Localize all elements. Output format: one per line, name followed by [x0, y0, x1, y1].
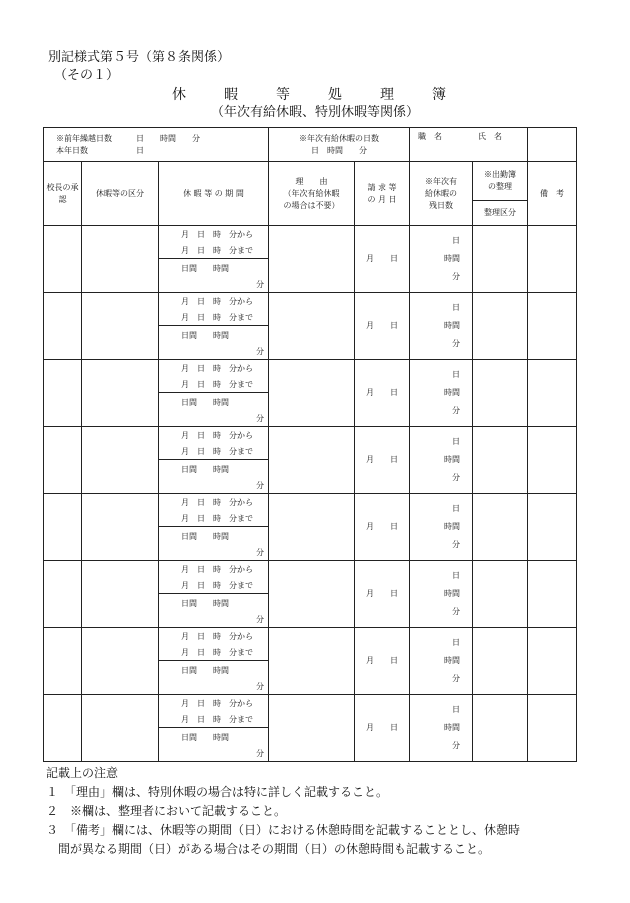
- request-date-units: 月 日: [366, 455, 399, 464]
- leave-type-cell[interactable]: [82, 293, 159, 360]
- request-date-cell[interactable]: [355, 628, 410, 695]
- period-minutes: 分: [256, 481, 265, 490]
- remaining-leave-cell[interactable]: [410, 494, 473, 561]
- period-cell[interactable]: [159, 561, 269, 628]
- period-days-hours: 日間 時間: [181, 599, 229, 608]
- note-item: 間が異なる期間（日）がある場合はその期間（日）の休憩時間も記載すること。: [46, 842, 491, 856]
- period-cell[interactable]: [159, 628, 269, 695]
- page-subtitle: （年次有給休暇、特別休暇等関係）: [210, 105, 419, 120]
- attendance-header-line2: の整理: [488, 182, 513, 191]
- remaining-minute-unit: 分: [452, 540, 461, 549]
- reason-header-line3: の場合は不要）: [283, 200, 340, 210]
- approval-cell[interactable]: [44, 293, 82, 360]
- table-row: [44, 628, 577, 695]
- table-row: [44, 561, 577, 628]
- period-header: [159, 162, 269, 226]
- period-to: 月 日 時 分まで: [181, 380, 253, 389]
- period-to: 月 日 時 分まで: [181, 648, 253, 657]
- request-date-cell[interactable]: [355, 494, 410, 561]
- period-from: 月 日 時 分から: [181, 297, 253, 306]
- period-days-hours: 日間 時間: [181, 666, 229, 675]
- carryover-line: ※前年繰越日数 日 時間 分: [56, 133, 200, 143]
- request-date-cell[interactable]: [355, 360, 410, 427]
- remaining-leave-cell[interactable]: [410, 226, 473, 293]
- reason-cell[interactable]: [269, 226, 355, 293]
- period-cell[interactable]: [159, 360, 269, 427]
- page-title: 休 暇 等 処 理 簿: [172, 87, 458, 103]
- remaining-minute-unit: 分: [452, 272, 461, 281]
- approval-header-text: 校長の承 認: [46, 182, 87, 204]
- period-from: 月 日 時 分から: [181, 699, 253, 708]
- period-to: 月 日 時 分まで: [181, 447, 253, 456]
- approval-cell[interactable]: [44, 226, 82, 293]
- remaining-header-line1: ※年次有: [425, 176, 458, 186]
- remaining-day-unit: 日: [452, 705, 461, 714]
- request-date-header: [355, 162, 410, 226]
- period-minutes: 分: [256, 749, 265, 758]
- reason-cell[interactable]: [269, 293, 355, 360]
- period-minutes: 分: [256, 682, 265, 691]
- request-date-units: 月 日: [366, 321, 399, 330]
- period-from: 月 日 時 分から: [181, 498, 253, 507]
- remarks-cell[interactable]: [528, 494, 577, 561]
- reason-cell[interactable]: [269, 494, 355, 561]
- period-from: 月 日 時 分から: [181, 565, 253, 574]
- request-date-cell[interactable]: [355, 561, 410, 628]
- leave-type-header: [82, 162, 159, 226]
- period-from: 月 日 時 分から: [181, 431, 253, 440]
- leave-record-table: [43, 127, 577, 762]
- period-cell[interactable]: [159, 226, 269, 293]
- remaining-day-unit: 日: [452, 303, 461, 312]
- remaining-leave-header: [410, 162, 473, 226]
- remarks-cell[interactable]: [528, 561, 577, 628]
- period-from: 月 日 時 分から: [181, 632, 253, 641]
- remarks-cell[interactable]: [528, 293, 577, 360]
- carryover-days-cell: [44, 128, 269, 162]
- request-date-cell[interactable]: [355, 695, 410, 762]
- leave-type-cell[interactable]: [82, 360, 159, 427]
- remarks-header-text: 備 考: [540, 188, 565, 198]
- approval-cell[interactable]: [44, 628, 82, 695]
- attendance-cell[interactable]: [473, 628, 528, 695]
- attendance-cell[interactable]: [473, 226, 528, 293]
- period-days-hours: 日間 時間: [181, 733, 229, 742]
- annual-leave-days-label: ※年次有給休暇の日数: [299, 133, 380, 143]
- reason-cell[interactable]: [269, 561, 355, 628]
- period-cell[interactable]: [159, 427, 269, 494]
- attendance-cell[interactable]: [473, 494, 528, 561]
- remaining-minute-unit: 分: [452, 339, 461, 348]
- name-field[interactable]: [478, 128, 577, 162]
- period-header-text: 休 暇 等 の 期 間: [183, 188, 244, 198]
- current-year-days-line: 本年日数 日: [56, 145, 144, 155]
- form-part: （その１）: [54, 68, 120, 83]
- remaining-day-unit: 日: [452, 571, 461, 580]
- table-row: [44, 695, 577, 762]
- period-minutes: 分: [256, 280, 265, 289]
- remarks-cell[interactable]: [528, 360, 577, 427]
- remaining-hour-unit: 時間: [444, 589, 461, 598]
- table-row: [44, 226, 577, 293]
- request-date-units: 月 日: [366, 254, 399, 263]
- remaining-minute-unit: 分: [452, 741, 461, 750]
- request-date-cell[interactable]: [355, 293, 410, 360]
- period-cell[interactable]: [159, 494, 269, 561]
- reason-header-line2: （年次有給休暇: [283, 188, 340, 198]
- remaining-day-unit: 日: [452, 638, 461, 647]
- attendance-header: [473, 162, 528, 226]
- remaining-day-unit: 日: [452, 437, 461, 446]
- remaining-hour-unit: 時間: [444, 254, 461, 263]
- approval-cell[interactable]: [44, 561, 82, 628]
- attendance-cell[interactable]: [473, 360, 528, 427]
- remarks-cell[interactable]: [528, 427, 577, 494]
- remaining-minute-unit: 分: [452, 406, 461, 415]
- notes-title: 記載上の注意: [46, 766, 119, 780]
- remaining-leave-cell[interactable]: [410, 293, 473, 360]
- table-row: [44, 293, 577, 360]
- approval-cell[interactable]: [44, 427, 82, 494]
- approval-cell[interactable]: [44, 360, 82, 427]
- period-days-hours: 日間 時間: [181, 331, 229, 340]
- notes-section: [46, 764, 520, 859]
- attendance-cell[interactable]: [473, 695, 528, 762]
- remaining-hour-unit: 時間: [444, 656, 461, 665]
- reason-header: [269, 162, 355, 226]
- remaining-leave-cell[interactable]: [410, 628, 473, 695]
- remarks-header: [528, 162, 577, 226]
- remaining-hour-unit: 時間: [444, 388, 461, 397]
- request-date-units: 月 日: [366, 656, 399, 665]
- request-date-units: 月 日: [366, 522, 399, 531]
- reason-cell[interactable]: [269, 360, 355, 427]
- approval-cell[interactable]: [44, 695, 82, 762]
- remaining-day-unit: 日: [452, 370, 461, 379]
- request-date-units: 月 日: [366, 589, 399, 598]
- period-to: 月 日 時 分まで: [181, 581, 253, 590]
- attendance-subheader: 整理区分: [473, 200, 527, 225]
- period-days-hours: 日間 時間: [181, 532, 229, 541]
- period-days-hours: 日間 時間: [181, 264, 229, 273]
- name-label: 氏 名: [478, 132, 503, 141]
- remaining-leave-cell[interactable]: [410, 427, 473, 494]
- request-date-cell[interactable]: [355, 427, 410, 494]
- period-to: 月 日 時 分まで: [181, 313, 253, 322]
- approval-header: [44, 162, 87, 226]
- period-minutes: 分: [256, 347, 265, 356]
- period-minutes: 分: [256, 414, 265, 423]
- note-item: ２ ※欄は、整理者において記載すること。: [46, 804, 287, 818]
- period-cell[interactable]: [159, 695, 269, 762]
- position-label: 職 名: [418, 132, 443, 141]
- period-days-hours: 日間 時間: [181, 465, 229, 474]
- remaining-hour-unit: 時間: [444, 522, 461, 531]
- reason-header-line1: 理 由: [295, 176, 328, 186]
- note-item: １ 「理由」欄は、特別休暇の場合は特に詳しく記載すること。: [46, 785, 389, 799]
- remaining-day-unit: 日: [452, 504, 461, 513]
- note-item: ３ 「備考」欄には、休暇等の期間（日）における休憩時間を記載することとし、休憩時: [46, 823, 521, 837]
- period-from: 月 日 時 分から: [181, 230, 253, 239]
- reason-cell[interactable]: [269, 628, 355, 695]
- remaining-header-line2: 給休暇の: [425, 188, 458, 198]
- period-to: 月 日 時 分まで: [181, 715, 253, 724]
- remarks-cell[interactable]: [528, 226, 577, 293]
- annual-leave-days-cell: [269, 128, 410, 162]
- request-date-units: 月 日: [366, 388, 399, 397]
- remaining-leave-cell[interactable]: [410, 360, 473, 427]
- annual-leave-days-units: 日 時間 分: [311, 145, 368, 155]
- remaining-minute-unit: 分: [452, 607, 461, 616]
- request-date-units: 月 日: [366, 723, 399, 732]
- form-number: 別記様式第５号（第８条関係）: [48, 50, 231, 65]
- leave-type-cell[interactable]: [82, 494, 159, 561]
- remaining-header-line3: 残日数: [429, 200, 454, 210]
- request-header-line2: の 月 日: [367, 194, 397, 204]
- leave-type-cell[interactable]: [82, 561, 159, 628]
- table-row: [44, 494, 577, 561]
- remaining-hour-unit: 時間: [444, 321, 461, 330]
- request-header-line1: 請 求 等: [367, 182, 397, 192]
- attendance-cell[interactable]: [473, 427, 528, 494]
- remaining-hour-unit: 時間: [444, 723, 461, 732]
- leave-type-cell[interactable]: [82, 628, 159, 695]
- remaining-day-unit: 日: [452, 236, 461, 245]
- remaining-hour-unit: 時間: [444, 455, 461, 464]
- reason-cell[interactable]: [269, 695, 355, 762]
- remaining-leave-cell[interactable]: [410, 561, 473, 628]
- attendance-cell[interactable]: [473, 561, 528, 628]
- position-field[interactable]: [410, 128, 528, 162]
- remarks-cell[interactable]: [528, 628, 577, 695]
- period-minutes: 分: [256, 615, 265, 624]
- remaining-minute-unit: 分: [452, 473, 461, 482]
- attendance-header-line1: ※出勤簿: [484, 170, 517, 179]
- leave-type-header-text: 休暇等の区分: [96, 188, 144, 198]
- remaining-leave-cell[interactable]: [410, 695, 473, 762]
- period-days-hours: 日間 時間: [181, 398, 229, 407]
- attendance-cell[interactable]: [473, 293, 528, 360]
- request-date-cell[interactable]: [355, 226, 410, 293]
- leave-type-cell[interactable]: [82, 226, 159, 293]
- remaining-minute-unit: 分: [452, 674, 461, 683]
- leave-type-cell[interactable]: [82, 427, 159, 494]
- remarks-cell[interactable]: [528, 695, 577, 762]
- period-to: 月 日 時 分まで: [181, 246, 253, 255]
- period-minutes: 分: [256, 548, 265, 557]
- period-to: 月 日 時 分まで: [181, 514, 253, 523]
- approval-cell[interactable]: [44, 494, 82, 561]
- table-row: [44, 427, 577, 494]
- period-from: 月 日 時 分から: [181, 364, 253, 373]
- table-row: [44, 360, 577, 427]
- period-cell[interactable]: [159, 293, 269, 360]
- reason-cell[interactable]: [269, 427, 355, 494]
- leave-type-cell[interactable]: [82, 695, 159, 762]
